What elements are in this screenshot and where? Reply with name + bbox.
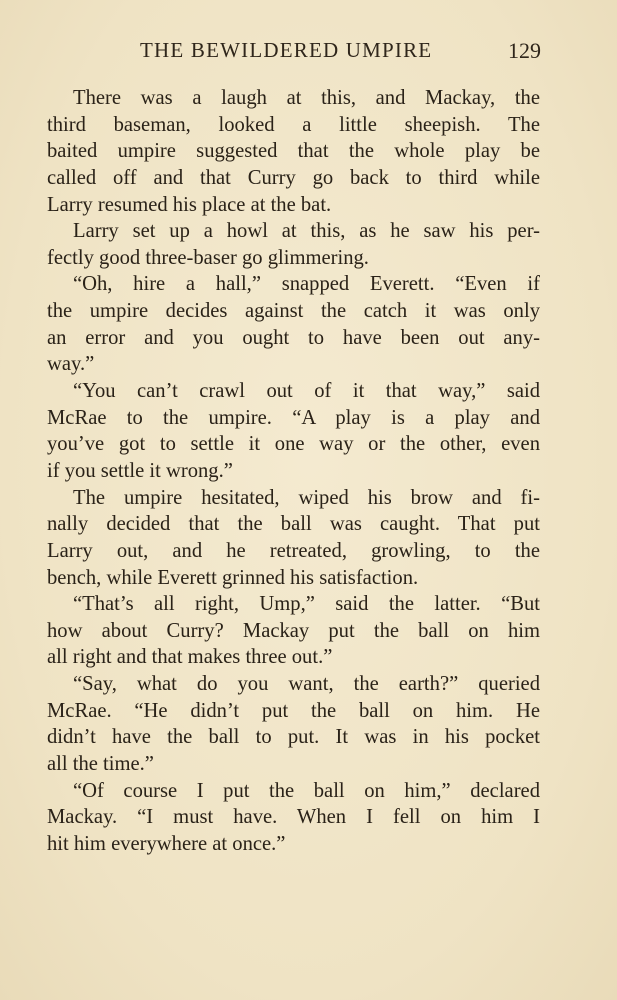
text-line: “That’s all right, Ump,” said the latter. “But xyxy=(73,593,540,616)
text-line: fectly good three-baser go glimmering. xyxy=(47,246,369,269)
text-line: baited umpire suggested that the whole play be xyxy=(47,140,540,163)
text-line: Larry set up a howl at this, as he saw his per- xyxy=(73,220,540,243)
text-line: you’ve got to settle it one way or the other, even xyxy=(47,433,540,456)
text-line: all the time.” xyxy=(47,753,154,776)
text-line: “Say, what do you want, the earth?” queried xyxy=(73,673,540,696)
text-line: way.” xyxy=(47,353,95,376)
text-line: There was a laugh at this, and Mackay, the xyxy=(73,87,540,109)
text-line: Larry resumed his place at the bat. xyxy=(47,193,332,216)
text-line: how about Curry? Mackay put the ball on him xyxy=(47,619,540,642)
text-line: didn’t have the ball to put. It was in his pocket xyxy=(47,726,540,749)
text-line: bench, while Everett grinned his satisfaction. xyxy=(47,566,419,589)
text-line: McRae. “He didn’t put the ball on him. He xyxy=(47,699,540,722)
text-line: an error and you ought to have been out any- xyxy=(47,326,540,349)
text-line: The umpire hesitated, wiped his brow and fi- xyxy=(73,486,540,509)
page-number: 129 xyxy=(508,38,541,63)
text-line: if you settle it wrong.” xyxy=(47,459,233,482)
text-line: Larry out, and he retreated, growling, to the xyxy=(47,539,540,562)
text-line: “You can’t crawl out of it that way,” said xyxy=(73,380,540,403)
text-line: nally decided that the ball was caught. That put xyxy=(47,513,540,536)
text-line: hit him everywhere at once.” xyxy=(47,832,286,855)
text-line: third baseman, looked a little sheepish. The xyxy=(47,113,540,136)
text-line: the umpire decides against the catch it was only xyxy=(47,300,540,323)
body-text xyxy=(47,85,540,858)
text-line: “Of course I put the ball on him,” declared xyxy=(73,779,540,802)
text-line: Mackay. “I must have. When I fell on him I xyxy=(47,806,540,829)
page-header xyxy=(0,38,617,68)
text-line: all right and that makes three out.” xyxy=(47,646,333,669)
text-line: McRae to the umpire. “A play is a play and xyxy=(47,406,540,429)
text-line: “Oh, hire a hall,” snapped Everett. “Even if xyxy=(73,273,540,296)
text-line: called off and that Curry go back to third while xyxy=(47,166,540,189)
running-title: THE BEWILDERED UMPIRE xyxy=(140,38,433,62)
